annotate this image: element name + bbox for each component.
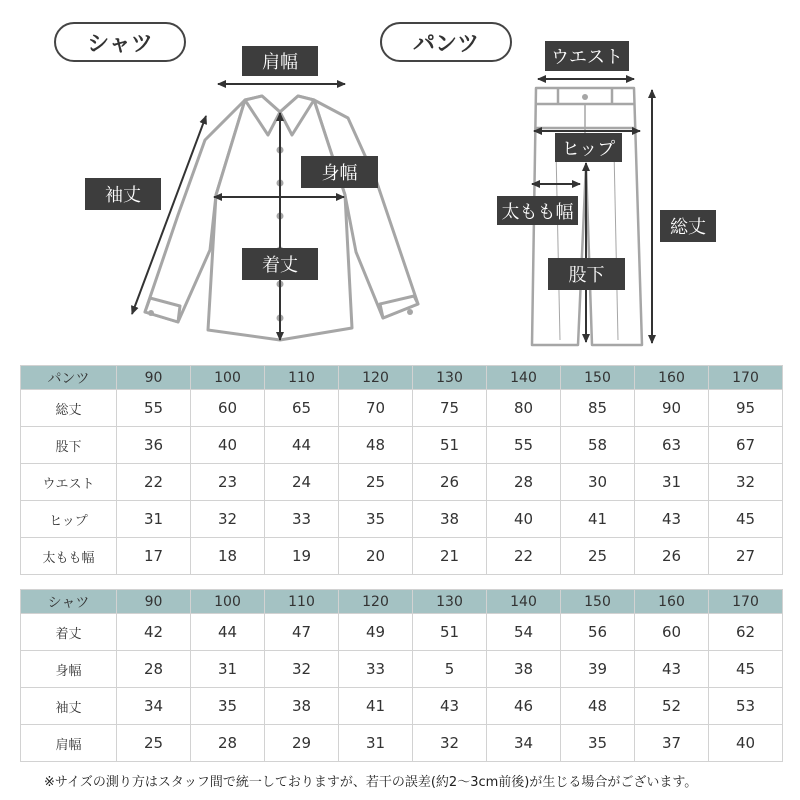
table-cell: 20 bbox=[339, 538, 413, 575]
table-cell: 46 bbox=[487, 688, 561, 725]
table-row bbox=[21, 464, 783, 501]
table-cell: 32 bbox=[413, 725, 487, 762]
header-cell: 100 bbox=[191, 590, 265, 614]
measurement-note: ※サイズの測り方はスタッフ間で統一しておりますが、若干の誤差(約2〜3cm前後)が生じる場合がございます。 bbox=[44, 775, 698, 790]
table-cell: 28 bbox=[487, 464, 561, 501]
table-cell: 33 bbox=[265, 501, 339, 538]
header-cell: 150 bbox=[561, 590, 635, 614]
table-cell: 41 bbox=[561, 501, 635, 538]
table-cell: 31 bbox=[339, 725, 413, 762]
shoulder-width-label: 肩幅 bbox=[242, 46, 318, 76]
row-label: 肩幅 bbox=[21, 725, 117, 762]
row-label: 総丈 bbox=[21, 390, 117, 427]
table-cell: 52 bbox=[635, 688, 709, 725]
table-cell: 48 bbox=[561, 688, 635, 725]
pants-section-label: パンツ bbox=[380, 22, 512, 62]
header-cell: 140 bbox=[487, 590, 561, 614]
table-cell: 38 bbox=[265, 688, 339, 725]
row-label: 股下 bbox=[21, 427, 117, 464]
table-cell: 95 bbox=[709, 390, 783, 427]
header-cell: 90 bbox=[117, 590, 191, 614]
table-cell: 28 bbox=[191, 725, 265, 762]
table-cell: 40 bbox=[191, 427, 265, 464]
thigh-width-label: 太もも幅 bbox=[497, 196, 578, 225]
table-cell: 32 bbox=[709, 464, 783, 501]
header-cell: 140 bbox=[487, 366, 561, 390]
shirt-length-label: 着丈 bbox=[242, 248, 318, 280]
table-cell: 32 bbox=[191, 501, 265, 538]
header-cell: 130 bbox=[413, 590, 487, 614]
table-cell: 54 bbox=[487, 614, 561, 651]
header-cell: 110 bbox=[265, 366, 339, 390]
pants-size-table bbox=[20, 365, 783, 575]
table-cell: 26 bbox=[413, 464, 487, 501]
header-cell: パンツ bbox=[21, 366, 117, 390]
table-cell: 28 bbox=[117, 651, 191, 688]
header-cell: 120 bbox=[339, 366, 413, 390]
table-cell: 25 bbox=[117, 725, 191, 762]
table-cell: 45 bbox=[709, 651, 783, 688]
table-cell: 34 bbox=[117, 688, 191, 725]
row-label: 太もも幅 bbox=[21, 538, 117, 575]
table-row bbox=[21, 725, 783, 762]
table-cell: 31 bbox=[635, 464, 709, 501]
table-cell: 26 bbox=[635, 538, 709, 575]
hip-label: ヒップ bbox=[555, 133, 622, 162]
table-cell: 35 bbox=[561, 725, 635, 762]
table-cell: 70 bbox=[339, 390, 413, 427]
table-cell: 35 bbox=[339, 501, 413, 538]
pants-button bbox=[582, 94, 588, 100]
table-cell: 23 bbox=[191, 464, 265, 501]
table-cell: 43 bbox=[635, 501, 709, 538]
table-cell: 22 bbox=[487, 538, 561, 575]
table-cell: 24 bbox=[265, 464, 339, 501]
shirt-section-label: シャツ bbox=[54, 22, 186, 62]
table-cell: 17 bbox=[117, 538, 191, 575]
table-cell: 36 bbox=[117, 427, 191, 464]
header-cell: 130 bbox=[413, 366, 487, 390]
body-width-label: 身幅 bbox=[301, 156, 378, 188]
header-cell: 120 bbox=[339, 590, 413, 614]
table-cell: 31 bbox=[191, 651, 265, 688]
table-row bbox=[21, 427, 783, 464]
table-cell: 38 bbox=[487, 651, 561, 688]
table-cell: 49 bbox=[339, 614, 413, 651]
header-cell: 100 bbox=[191, 366, 265, 390]
table-cell: 40 bbox=[709, 725, 783, 762]
table-row bbox=[21, 501, 783, 538]
header-cell: 170 bbox=[709, 366, 783, 390]
row-label: ウエスト bbox=[21, 464, 117, 501]
table-cell: 75 bbox=[413, 390, 487, 427]
table-cell: 55 bbox=[487, 427, 561, 464]
table-cell: 25 bbox=[339, 464, 413, 501]
table-row bbox=[21, 614, 783, 651]
table-cell: 60 bbox=[191, 390, 265, 427]
table-cell: 63 bbox=[635, 427, 709, 464]
table-cell: 40 bbox=[487, 501, 561, 538]
table-cell: 18 bbox=[191, 538, 265, 575]
table-cell: 67 bbox=[709, 427, 783, 464]
table-cell: 47 bbox=[265, 614, 339, 651]
table-cell: 27 bbox=[709, 538, 783, 575]
row-label: 袖丈 bbox=[21, 688, 117, 725]
table-row bbox=[21, 651, 783, 688]
row-label: 着丈 bbox=[21, 614, 117, 651]
inseam-label: 股下 bbox=[548, 258, 625, 290]
total-length-label: 総丈 bbox=[660, 210, 716, 242]
table-cell: 62 bbox=[709, 614, 783, 651]
table-cell: 39 bbox=[561, 651, 635, 688]
table-cell: 43 bbox=[413, 688, 487, 725]
shirt-size-table bbox=[20, 589, 783, 762]
table-cell: 48 bbox=[339, 427, 413, 464]
header-cell: 170 bbox=[709, 590, 783, 614]
table-cell: 60 bbox=[635, 614, 709, 651]
table-cell: 85 bbox=[561, 390, 635, 427]
table-cell: 44 bbox=[265, 427, 339, 464]
table-cell: 42 bbox=[117, 614, 191, 651]
table-cell: 30 bbox=[561, 464, 635, 501]
row-label: ヒップ bbox=[21, 501, 117, 538]
table-cell: 19 bbox=[265, 538, 339, 575]
table-cell: 33 bbox=[339, 651, 413, 688]
header-cell: 160 bbox=[635, 590, 709, 614]
table-cell: 51 bbox=[413, 614, 487, 651]
header-cell: 160 bbox=[635, 366, 709, 390]
table-cell: 53 bbox=[709, 688, 783, 725]
table-header-row bbox=[21, 366, 783, 390]
table-cell: 45 bbox=[709, 501, 783, 538]
table-row bbox=[21, 390, 783, 427]
table-cell: 41 bbox=[339, 688, 413, 725]
table-cell: 32 bbox=[265, 651, 339, 688]
header-cell: 110 bbox=[265, 590, 339, 614]
table-cell: 35 bbox=[191, 688, 265, 725]
waist-label: ウエスト bbox=[545, 41, 629, 71]
table-cell: 90 bbox=[635, 390, 709, 427]
table-header-row bbox=[21, 590, 783, 614]
table-cell: 31 bbox=[117, 501, 191, 538]
table-cell: 22 bbox=[117, 464, 191, 501]
table-cell: 80 bbox=[487, 390, 561, 427]
table-row bbox=[21, 538, 783, 575]
table-cell: 5 bbox=[413, 651, 487, 688]
table-cell: 44 bbox=[191, 614, 265, 651]
table-cell: 37 bbox=[635, 725, 709, 762]
table-cell: 38 bbox=[413, 501, 487, 538]
table-cell: 21 bbox=[413, 538, 487, 575]
header-cell: シャツ bbox=[21, 590, 117, 614]
table-cell: 34 bbox=[487, 725, 561, 762]
sleeve-length-label: 袖丈 bbox=[85, 178, 161, 210]
header-cell: 150 bbox=[561, 366, 635, 390]
table-row bbox=[21, 688, 783, 725]
table-cell: 65 bbox=[265, 390, 339, 427]
row-label: 身幅 bbox=[21, 651, 117, 688]
table-cell: 56 bbox=[561, 614, 635, 651]
table-cell: 55 bbox=[117, 390, 191, 427]
table-cell: 29 bbox=[265, 725, 339, 762]
table-cell: 58 bbox=[561, 427, 635, 464]
header-cell: 90 bbox=[117, 366, 191, 390]
table-cell: 43 bbox=[635, 651, 709, 688]
table-cell: 25 bbox=[561, 538, 635, 575]
table-cell: 51 bbox=[413, 427, 487, 464]
